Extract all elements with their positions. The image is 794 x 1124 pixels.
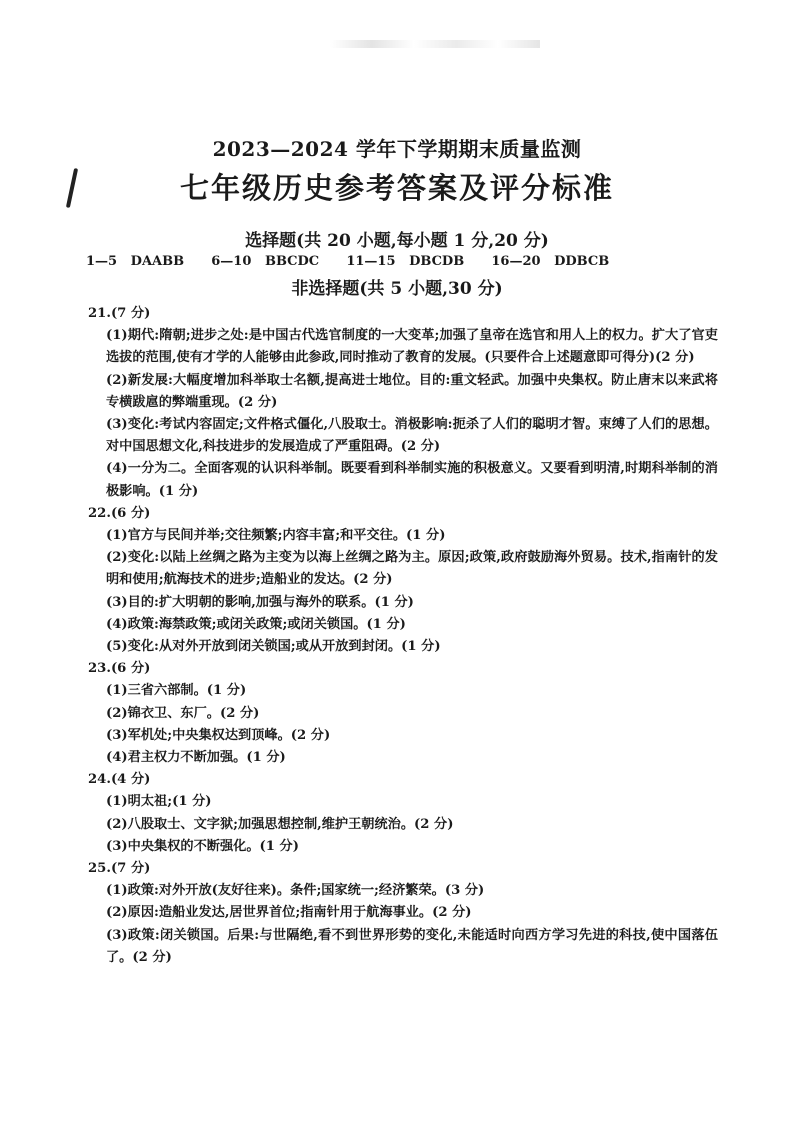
answer-item: (2)八股取士、文字狱;加强思想控制,维护王朝统治。(2 分) bbox=[106, 816, 454, 832]
scan-smudge bbox=[330, 40, 540, 48]
answer-item: (3)变化:考试内容固定;文件格式僵化,八股取士。消极影响:扼杀了人们的聪明才智。束缚了人们的思想。对中国思想文化,科技进步的发展造成了严重阻碍。(2 分) bbox=[106, 417, 718, 455]
answer-item: (1)官方与民间并举;交往频繁;内容丰富;和平交往。(1 分) bbox=[106, 528, 446, 544]
choice-section-heading: 选择题(共 20 小题,每小题 1 分,20 分) bbox=[245, 231, 549, 251]
answer-item: (3)目的:扩大明朝的影响,加强与海外的联系。(1 分) bbox=[106, 594, 414, 610]
choice-answers: DBCDB bbox=[409, 254, 465, 269]
answer-item: (4)一分为二。全面客观的认识科举制。既要看到科举制实施的积极意义。又要看到明清,时期科举制的消极影响。(1 分) bbox=[106, 461, 718, 499]
answer-item: (3)中央集权的不断强化。(1 分) bbox=[106, 838, 299, 854]
choice-range: 16—20 bbox=[491, 254, 541, 269]
question-heading: 25.(7 分) bbox=[88, 861, 151, 877]
answer-item: (3)军机处;中央集权达到顶峰。(2 分) bbox=[106, 727, 331, 743]
choice-range: 1—5 bbox=[86, 254, 118, 269]
choice-answers: DDBCB bbox=[554, 254, 610, 269]
question-heading: 24.(4 分) bbox=[88, 772, 151, 788]
question-heading: 21.(7 分) bbox=[88, 306, 151, 321]
document-title: 七年级历史参考答案及评分标准 bbox=[179, 171, 614, 205]
answer-item: (1)三省六部制。(1 分) bbox=[106, 683, 247, 699]
answer-item: (2)原因:造船业发达,居世界首位;指南针用于航海事业。(2 分) bbox=[106, 905, 472, 921]
nonchoice-section-heading: 非选择题(共 5 小题,30 分) bbox=[291, 279, 503, 299]
answer-item: (3)政策:闭关锁国。后果:与世隔绝,看不到世界形势的变化,未能适时向西方学习先进的科技,使中国落伍了。(2 分) bbox=[106, 927, 718, 965]
answer-item: (2)锦衣卫、东厂。(2 分) bbox=[106, 705, 260, 721]
answer-item: (1)期代:隋朝;进步之处:是中国古代选官制度的一大变革;加强了皇帝在选官和用人上的权力。扩大了官吏选拔的范围,使有才学的人能够由此参政,同时推动了教育的发展。(只要件合上述题意即可得分)(2 分) bbox=[106, 328, 718, 366]
question-heading: 23.(6 分) bbox=[88, 661, 151, 677]
answer-item: (1)明太祖;(1 分) bbox=[106, 794, 212, 810]
answer-item: (5)变化:从对外开放到闭关锁国;或从开放到封闭。(1 分) bbox=[106, 639, 441, 655]
choice-answers-row bbox=[86, 254, 609, 269]
choice-answers: DAABB bbox=[130, 254, 185, 269]
choice-answers: BBCDC bbox=[264, 254, 320, 269]
answer-item: (4)政策:海禁政策;或闭关政策;或闭关锁国。(1 分) bbox=[106, 616, 406, 632]
exam-title: 2023—2024 学年下学期期末质量监测 bbox=[212, 137, 582, 161]
choice-range: 11—15 bbox=[346, 254, 396, 269]
answer-item: (1)政策:对外开放(友好往来)。条件;国家统一;经济繁荣。(3 分) bbox=[106, 883, 485, 899]
question-heading: 22.(6 分) bbox=[88, 505, 151, 521]
answer-item: (2)新发展:大幅度增加科举取士名额,提高进士地位。目的:重文轻武。加强中央集权。防止唐末以来武将专横跋扈的弊端重现。(2 分) bbox=[106, 372, 718, 410]
answers-body bbox=[88, 303, 718, 969]
choice-range: 6—10 bbox=[211, 254, 252, 269]
answer-item: (2)变化:以陆上丝绸之路为主变为以海上丝绸之路为主。原因;政策,政府鼓励海外贸易。技术,指南针的发明和使用;航海技术的进步;造船业的发达。(2 分) bbox=[106, 550, 718, 588]
answer-item: (4)君主权力不断加强。(1 分) bbox=[106, 750, 286, 766]
